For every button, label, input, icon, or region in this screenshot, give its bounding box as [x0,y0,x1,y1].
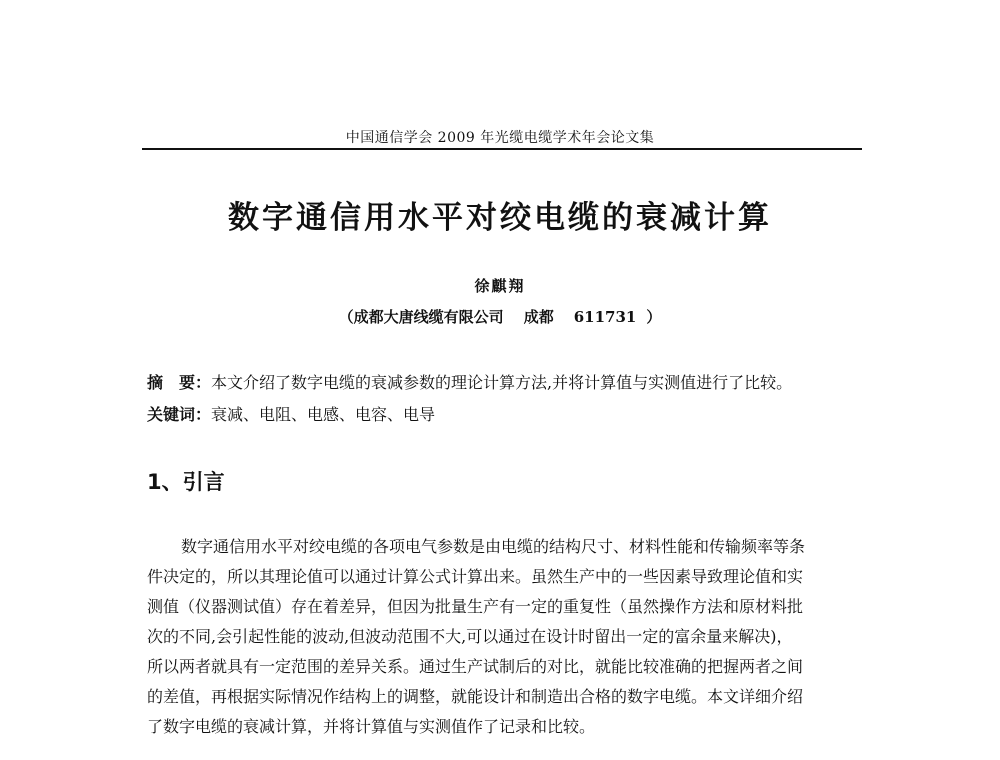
body-line: 所以两者就具有一定范围的差异关系。通过生产试制后的对比，就能比较准确的把握两者之间 [147,657,804,676]
abstract [147,370,792,393]
abstract-text: 本文介绍了数字电缆的衰减参数的理论计算方法,并将计算值与实测值进行了比较。 [211,373,793,392]
affiliation-open-paren: （ [338,308,354,326]
running-header: 中国通信学会 2009 年光缆电缆学术年会论文集 [345,130,655,146]
body-line: 了数字电缆的衰减计算，并将计算值与实测值作了记录和比较。 [147,717,596,736]
header-rule [142,148,862,150]
affiliation-city: 成都 [523,308,554,326]
affiliation [0,306,1000,327]
section-body [147,532,859,742]
author-name: 徐麒翔 [474,277,526,295]
keywords-label: 关键词： [147,405,212,424]
body-line: 的差值，再根据实际情况作结构上的调整，就能设计和制造出合格的数字电缆。本文详细介绍 [147,687,804,706]
abstract-label: 摘 要： [147,373,212,392]
body-line: 件决定的，所以其理论值可以通过计算公式计算出来。虽然生产中的一些因素导致理论值和实 [147,567,804,586]
keywords [147,402,435,425]
affiliation-close-paren: ） [646,308,662,326]
body-line: 次的不同,会引起性能的波动,但波动范围不大,可以通过在设计时留出一定的富余量来解决)， [147,627,793,646]
paper-title: 数字通信用水平对绞电缆的衰减计算 [228,200,772,236]
body-line: 测值（仪器测试值）存在着差异，但因为批量生产有一定的重复性（虽然操作方法和原材料批 [147,597,804,616]
section-heading: 1、引言 [147,470,225,494]
body-line: 数字通信用水平对绞电缆的各项电气参数是由电缆的结构尺寸、材料性能和传输频率等条 [181,537,806,556]
affiliation-org: 成都大唐线缆有限公司 [353,308,504,326]
keywords-text: 衰减、电阻、电感、电容、电导 [211,405,436,424]
affiliation-postcode: 611731 [573,308,637,326]
